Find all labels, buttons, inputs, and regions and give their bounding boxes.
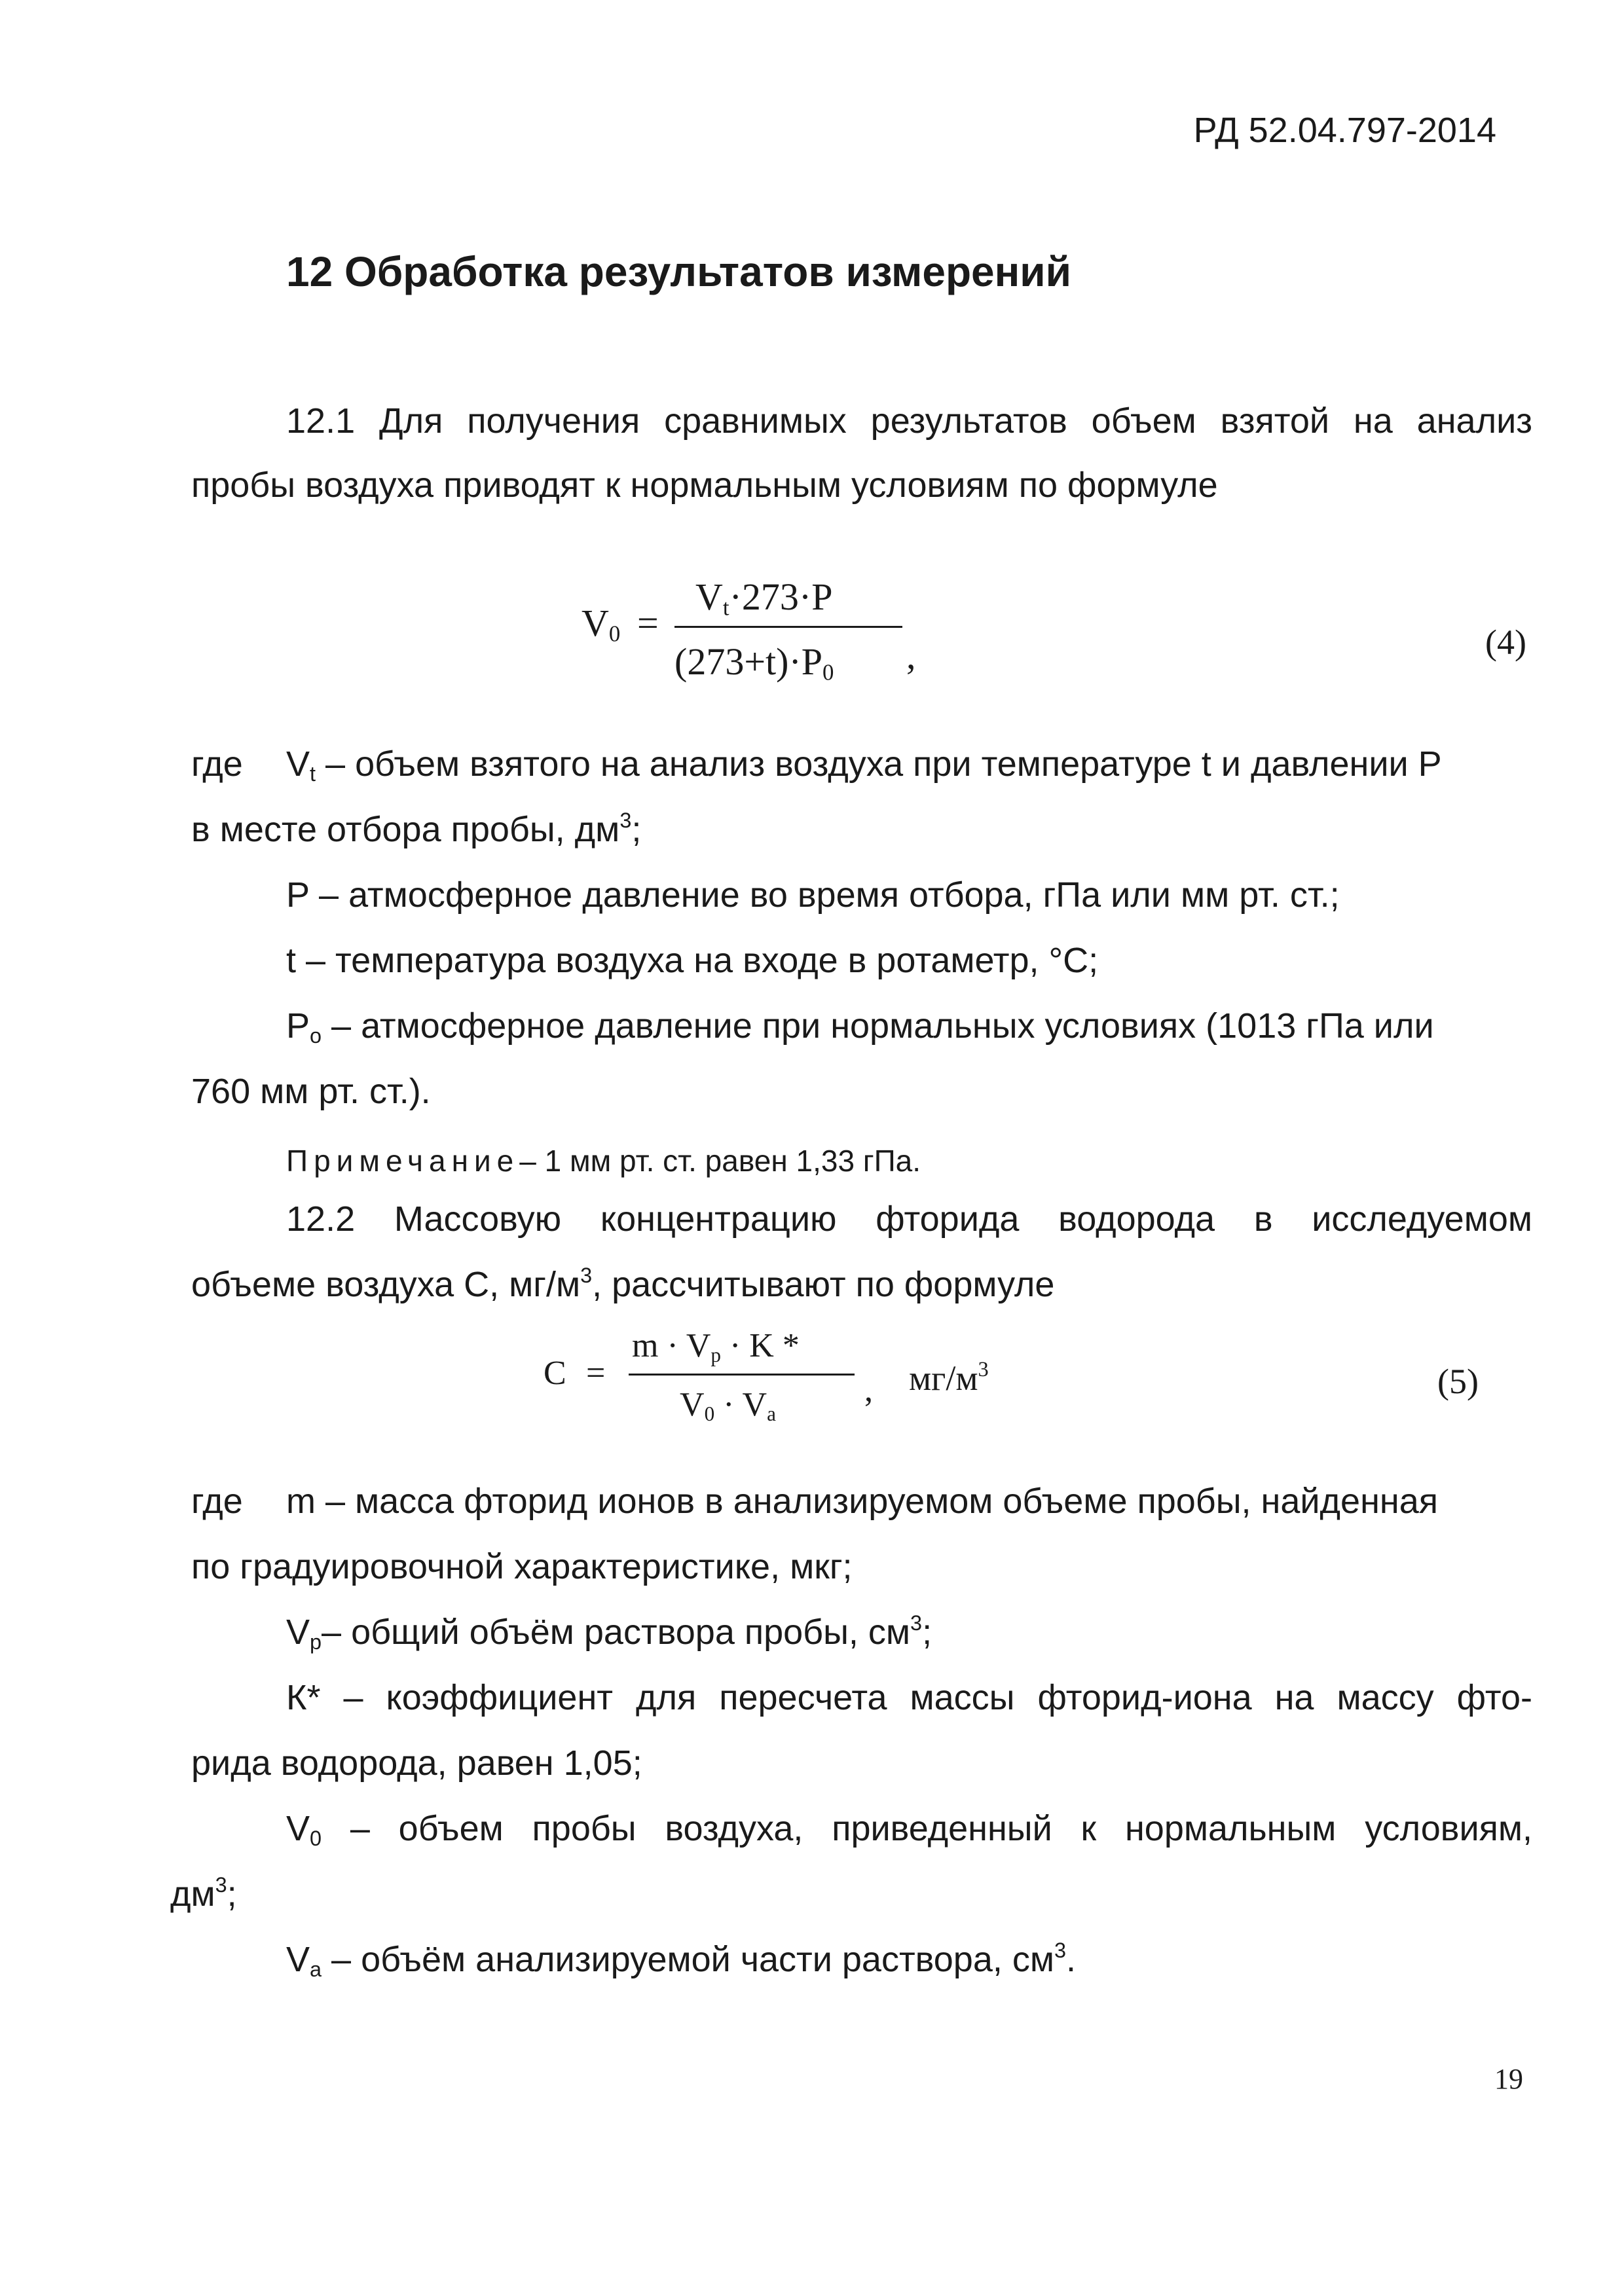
paragraph-12-2-line-1: 12.2 Массовую концентрацию фторида водорода в исследуемом (286, 1199, 1532, 1239)
definition-v0-continued: $дм^3$; (170, 1872, 237, 1914)
where-label-2: где (191, 1482, 243, 1521)
definition-p0: $P_o$ – атмосферное давление при нормальных условиях (1013 гПа или (286, 1006, 1434, 1048)
formula-4-number: (4) (1485, 623, 1526, 662)
definition-vt-continued: в месте отбора пробы, $дм^3$; (191, 808, 642, 849)
where-label: где (191, 744, 243, 784)
formula-4-denominator: $(273+t)\cdot P_0$ (674, 640, 834, 685)
definition-vt: $V_t$ – объем взятого на анализ воздуха при температуре t и давлении P (286, 744, 1442, 786)
definition-t: t – температура воздуха на входе в ротаметр, °С; (286, 941, 1099, 980)
formula-5-denominator: $V_0 \cdot V_а$ (680, 1386, 776, 1425)
definition-v0: $V_0$ – объем пробы воздуха, приведенный к нормальным условиям, (286, 1809, 1532, 1851)
definition-k: К* – коэффициент для пересчета массы фторид-иона на массу фто- (286, 1678, 1532, 1717)
definition-vp: $V_р-$ общий объём раствора пробы, $см^3$; (286, 1611, 932, 1654)
definition-m-continued: по градуировочной характеристике, мкг; (191, 1547, 853, 1586)
formula-5-equals: = (586, 1355, 606, 1392)
definition-va: $V_а$ – объём анализируемой части раствора, $см^3$. (286, 1938, 1077, 1982)
paragraph-12-2-line-2: объеме воздуха С, $мг/м^3$, рассчитывают по формуле (191, 1263, 1055, 1304)
definition-p: P – атмосферное давление во время отбора, гПа или мм рт. ст.; (286, 875, 1340, 915)
formula-4-fraction-bar (674, 626, 902, 628)
definition-m: m – масса фторид ионов в анализируемом объеме пробы, найденная (286, 1482, 1439, 1521)
formula-5-number: (5) (1437, 1362, 1479, 1401)
formula-5-fraction-bar (629, 1374, 855, 1376)
document-code: РД 52.04.797-2014 (1193, 111, 1496, 150)
formula-4-comma: , (906, 634, 916, 677)
definition-p0-continued: 760 мм рт. ст.). (191, 1072, 431, 1111)
formula-5-comma: , (864, 1372, 873, 1409)
note-text: – 1 мм рт. ст. равен 1,33 гПа. (519, 1144, 921, 1178)
formula-5-numerator: $m \cdot V_р \cdot K$ * (632, 1327, 800, 1366)
formula-4-numerator: $V_t\cdot 273\cdot P$ (695, 575, 833, 621)
formula-4-lhs: $V_0$ (581, 602, 621, 647)
formula-5-unit: $мг/м^3$ (909, 1357, 989, 1398)
note (286, 1143, 921, 1178)
paragraph-12-1-line-1: 12.1 Для получения сравнимых результатов объем взятой на анализ (286, 401, 1532, 441)
note-label: Примечание (286, 1144, 520, 1178)
page-number: 19 (1494, 2063, 1523, 2095)
formula-4-equals: = (637, 602, 659, 644)
formula-5-lhs: C (544, 1355, 566, 1392)
definition-k-continued: рида водорода, равен 1,05; (191, 1743, 642, 1783)
section-title: 12 Обработка результатов измерений (286, 248, 1071, 295)
paragraph-12-1-line-2: пробы воздуха приводят к нормальным условиям по формуле (191, 465, 1218, 505)
